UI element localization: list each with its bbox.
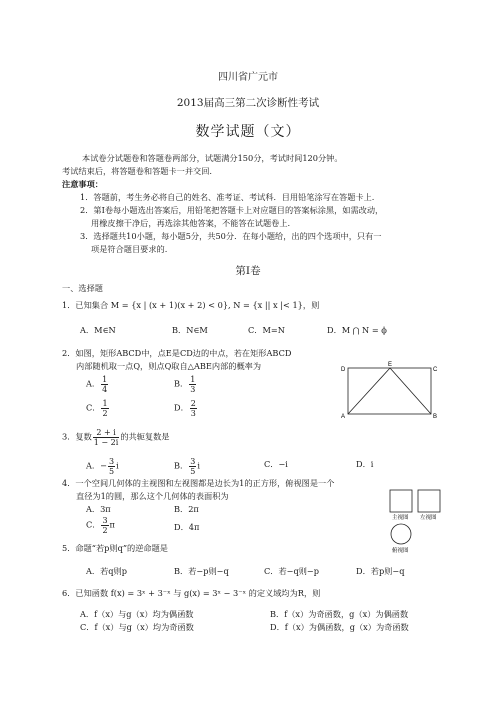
question-1-stem: 1．已知集合 M = {x | (x + 1)(x + 2) < 0}, N = {x || x |< 1}，则 xyxy=(62,300,320,310)
label-b: B xyxy=(433,414,438,420)
question-2-stem: 2．如图，矩形ABCD中，点E是CD边的中点，若在矩形ABCD xyxy=(62,348,292,358)
question-5-stem: 5．命题“若p则q”的逆命题是 xyxy=(62,543,168,553)
q3-option-c: C．−i xyxy=(264,459,288,469)
volume-title: 第Ⅰ卷 xyxy=(235,265,261,277)
q4-option-c: C． $\frac{3}{2}$ π xyxy=(86,516,115,535)
segment-be xyxy=(390,368,431,414)
q1-option-b: B．N∈M xyxy=(172,325,208,335)
q2-option-d: D． $\frac{2}{3}$ xyxy=(174,399,196,418)
exam-name: 2013届高三第二次诊断性考试 xyxy=(176,97,320,109)
q6-option-b: B．f（x）为奇函数，g（x）为偶函数 xyxy=(270,609,409,619)
label-a: A xyxy=(341,414,346,420)
notice-item: 用橡皮擦干净后，再选涂其他答案，不能答在试题卷上. xyxy=(91,218,291,228)
q5-option-c: C．若−q则−p xyxy=(264,566,320,576)
q4-option-a: A．3π xyxy=(86,504,111,514)
q3-option-b: B． $\frac{3}{5}$ i xyxy=(174,457,200,476)
notice-item: 2．第Ⅰ卷每小题选出答案后，用铅笔把答题卡上对应题目的答案标涂黑，如需改动， xyxy=(80,205,384,215)
rectangle-abcd xyxy=(348,368,431,414)
question-3-stem: 3．复数 $\frac{2 + i}{1 - 2i}$ 的共轭复数是 xyxy=(62,428,170,447)
label-d: D xyxy=(341,367,346,373)
notice-item: 1．答题前，考生务必将自己的姓名、准考证、考试科．目用铅笔涂写在答题卡上. xyxy=(80,192,375,202)
intro-line: 本试卷分试题卷和答题卷两部分，试题满分150分，考试时间120分钟。 xyxy=(82,153,343,163)
rectangle-figure xyxy=(340,360,440,420)
label-c: C xyxy=(433,367,438,373)
q2-option-b: B． $\frac{1}{3}$ xyxy=(174,375,196,394)
three-view-figure xyxy=(386,488,446,556)
front-view-label: 主视图 xyxy=(392,515,409,521)
left-view-square xyxy=(418,490,440,512)
page-title: 数学试题（文） xyxy=(195,124,301,140)
section-title: 一、选择题 xyxy=(62,283,103,293)
q6-option-a: A．f（x）与g（x）均为偶函数 xyxy=(80,609,194,619)
q3-option-d: D．i xyxy=(356,459,374,469)
q4-option-d: D．4π xyxy=(174,522,200,532)
left-view-label: 左视图 xyxy=(420,515,437,521)
exam-region: 四川省广元市 xyxy=(218,72,278,83)
question-6-stem: 6．已知函数 f(x) = 3ˣ + 3⁻ˣ 与 g(x) = 3ˣ − 3⁻ˣ 的定义域均为R，则 xyxy=(62,588,321,598)
q2-option-a: A． $\frac{1}{4}$ xyxy=(86,375,108,394)
q3-option-a: A．− $\frac{3}{5}$ i xyxy=(86,457,119,476)
q5-option-d: D．若p则−q xyxy=(356,566,405,576)
q5-option-a: A．若q则p xyxy=(86,566,127,576)
notice-title: 注意事项： xyxy=(62,179,103,189)
q6-option-d: D．f（x）为偶函数，g（x）为奇函数 xyxy=(270,622,409,632)
q6-option-c: C．f（x）与g（x）均为奇函数 xyxy=(80,622,194,632)
q1-option-a: A．M∈N xyxy=(80,325,116,335)
notice-item: 项是符合题目要求的. xyxy=(91,244,168,254)
front-view-square xyxy=(390,490,412,512)
intro-line: 考试结束后，将答题卷和答题卡一并交回. xyxy=(62,166,212,176)
notice-item: 3．选择题共10小题，每小题5分，共50分．在每小题给，出的四个选项中，只有一 xyxy=(80,231,382,241)
q2-option-c: C． $\frac{1}{2}$ xyxy=(86,399,108,418)
question-4-stem: 4．一个空间几何体的主视图和左视图都是边长为1的正方形，俯视图是一个 xyxy=(62,478,335,488)
top-view-label: 俯视图 xyxy=(392,548,409,554)
question-2-stem: 内部随机取一点Q，则点Q取自△ABE内部的概率为 xyxy=(76,361,262,371)
q4-option-b: B．2π xyxy=(174,504,199,514)
q5-option-b: B．若−p则−q xyxy=(174,566,229,576)
q1-option-c: C．M=N xyxy=(248,325,285,335)
q1-option-d: D．M ⋂ N = ϕ xyxy=(327,325,387,335)
segment-ae xyxy=(348,368,390,414)
top-view-circle xyxy=(391,524,411,544)
question-4-stem: 直径为1的圆，那么这个几何体的表面积为 xyxy=(76,491,229,501)
label-e: E xyxy=(388,362,393,368)
